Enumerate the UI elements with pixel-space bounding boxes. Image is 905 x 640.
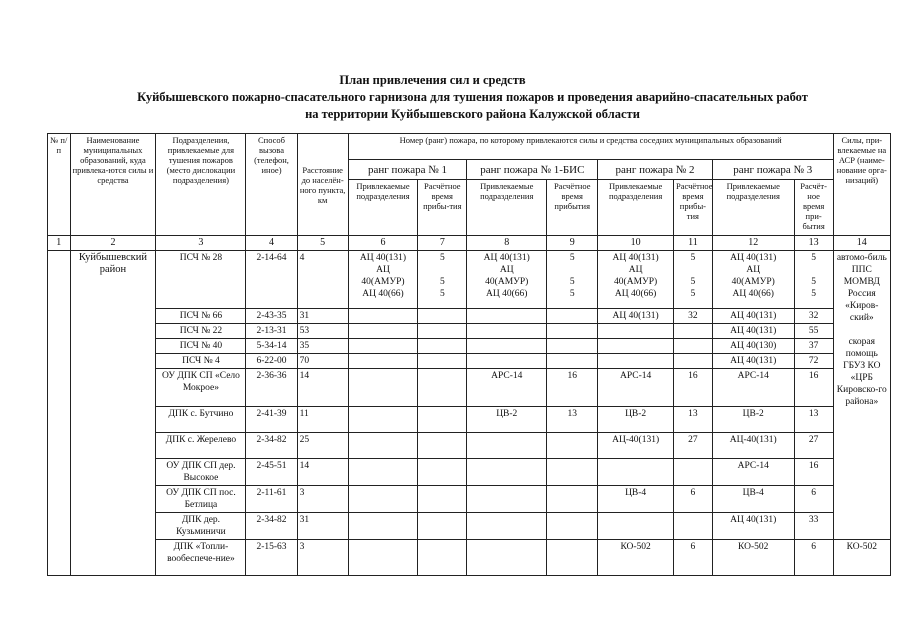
rank2-time-cell: 27 [673, 433, 712, 459]
col-number: 2 [70, 236, 156, 251]
rank1-units-cell [348, 459, 418, 486]
rank3-time-cell: 6 [794, 486, 833, 513]
rank1bis-units-cell [467, 339, 547, 354]
distance-cell: 31 [297, 513, 348, 540]
asr-cell: автомо-биль ППС МОМВД Россия «Киров-ский» скорая помощь ГБУЗ КО «ЦРБ Кировско-го района» [833, 251, 890, 540]
header-r1bis-time: Расчётное время прибытия [547, 180, 598, 236]
rank2-time-cell: 13 [673, 407, 712, 433]
col-number: 4 [246, 236, 297, 251]
table-row [48, 486, 891, 513]
rank1-time-cell [418, 459, 467, 486]
header-rank-3: ранг пожара № 3 [712, 160, 833, 180]
rank1-time-cell [418, 354, 467, 369]
rank3-units-cell: АЦ 40(131) [712, 354, 794, 369]
table-row [48, 433, 891, 459]
header-r1-units: Привлекаемые подразделения [348, 180, 418, 236]
rank3-units-cell: АЦ-40(131) [712, 433, 794, 459]
rank2-units-cell [598, 339, 674, 354]
table-row [48, 513, 891, 540]
col-number: 13 [794, 236, 833, 251]
rank1-units-cell [348, 540, 418, 576]
rank1-units-cell [348, 369, 418, 407]
rank1-time-cell [418, 324, 467, 339]
rank1-time-cell [418, 339, 467, 354]
rank1bis-time-cell [547, 354, 598, 369]
rank2-units-cell [598, 513, 674, 540]
rank3-time-cell: 6 [794, 540, 833, 576]
distance-cell: 3 [297, 540, 348, 576]
table-row [48, 339, 891, 354]
rank1-units-cell [348, 309, 418, 324]
rank1bis-units-cell: АРС-14 [467, 369, 547, 407]
table-row [48, 309, 891, 324]
rank2-time-cell [673, 339, 712, 354]
col-number: 8 [467, 236, 547, 251]
unit-cell: ПСЧ № 22 [156, 324, 246, 339]
unit-cell: ДПК с. Бутчино [156, 407, 246, 433]
rank3-units-cell: ЦВ-2 [712, 407, 794, 433]
rank2-units-cell [598, 459, 674, 486]
rank2-time-cell: 32 [673, 309, 712, 324]
col-number: 5 [297, 236, 348, 251]
rank1bis-time-cell [547, 486, 598, 513]
rank2-time-cell [673, 324, 712, 339]
phone-cell: 2-15-63 [246, 540, 297, 576]
unit-cell: ПСЧ № 4 [156, 354, 246, 369]
distance-cell: 53 [297, 324, 348, 339]
header-municipality: Наименование муниципальных образований, куда привлека-ются силы и средства [70, 134, 156, 236]
rank1bis-time-cell [547, 513, 598, 540]
table-row [48, 407, 891, 433]
rank3-time-cell: 55 [794, 324, 833, 339]
rank1bis-time-cell [547, 324, 598, 339]
rank3-units-cell: ЦВ-4 [712, 486, 794, 513]
distance-cell: 14 [297, 369, 348, 407]
header-asr: Силы, при-влекаемые на АСР (наиме-нование орга-низаций) [833, 134, 890, 236]
col-number: 6 [348, 236, 418, 251]
rank1bis-units-cell [467, 540, 547, 576]
unit-cell: ДПК «Топли-вообеспече-ние» [156, 540, 246, 576]
rank1bis-units-cell [467, 486, 547, 513]
header-r1bis-units: Привлекаемые подразделения [467, 180, 547, 236]
rank1-time-cell [418, 369, 467, 407]
rank3-units-cell: АЦ 40(130) [712, 339, 794, 354]
rank2-units-cell [598, 324, 674, 339]
header-rank-1: ранг пожара № 1 [348, 160, 467, 180]
rank1bis-units-cell [467, 309, 547, 324]
rank3-time-cell: 13 [794, 407, 833, 433]
forces-plan-table [47, 133, 891, 576]
rank2-time-cell [673, 354, 712, 369]
rank3-units-cell: КО-502 [712, 540, 794, 576]
title-line-3: на территории Куйбышевского района Калужской области [305, 107, 640, 121]
header-units: Подразделения, привлекаемые для тушения пожаров (место дислокации подразделения) [156, 134, 246, 236]
rank3-time-cell: 16 [794, 369, 833, 407]
unit-cell: ПСЧ № 66 [156, 309, 246, 324]
asr-cell: КО-502 [833, 540, 890, 576]
rank2-units-cell: КО-502 [598, 540, 674, 576]
rank2-units-cell: ЦВ-2 [598, 407, 674, 433]
col-number: 9 [547, 236, 598, 251]
rank2-time-cell [673, 459, 712, 486]
rank1-units-cell [348, 324, 418, 339]
phone-cell: 2-41-39 [246, 407, 297, 433]
phone-cell: 2-14-64 [246, 251, 297, 309]
unit-cell: ОУ ДПК СП «Село Мокрое» [156, 369, 246, 407]
title-line-1: План привлечения сил и средств [339, 73, 526, 87]
rank2-time-cell: 16 [673, 369, 712, 407]
phone-cell: 2-34-82 [246, 433, 297, 459]
rank3-units-cell: АРС-14 [712, 459, 794, 486]
rank1bis-units-cell [467, 324, 547, 339]
rank3-time-cell: 27 [794, 433, 833, 459]
rank1bis-time-cell: 13 [547, 407, 598, 433]
header-no: № п/п [48, 134, 71, 236]
rank2-units-cell: АЦ-40(131) [598, 433, 674, 459]
phone-cell: 2-36-36 [246, 369, 297, 407]
rank3-time-cell: 33 [794, 513, 833, 540]
header-rank-2: ранг пожара № 2 [598, 160, 713, 180]
distance-cell: 25 [297, 433, 348, 459]
col-number: 14 [833, 236, 890, 251]
col-number: 10 [598, 236, 674, 251]
header-r1-time: Расчётное время прибы-тия [418, 180, 467, 236]
unit-cell: ДПК с. Жерелево [156, 433, 246, 459]
rank1bis-time-cell: 5 5 5 [547, 251, 598, 309]
rank1-time-cell: 5 5 5 [418, 251, 467, 309]
rank3-time-cell: 5 5 5 [794, 251, 833, 309]
unit-cell: ОУ ДПК СП дер. Высокое [156, 459, 246, 486]
rank1-units-cell [348, 339, 418, 354]
table-row [48, 354, 891, 369]
rank3-time-cell: 72 [794, 354, 833, 369]
phone-cell: 2-34-82 [246, 513, 297, 540]
rank3-units-cell: АЦ 40(131) [712, 309, 794, 324]
rank3-units-cell: АРС-14 [712, 369, 794, 407]
rank1bis-units-cell: АЦ 40(131) АЦ 40(АМУР) АЦ 40(66) [467, 251, 547, 309]
table-row [48, 540, 891, 576]
header-r3-units: Привлекаемые подразделения [712, 180, 794, 236]
rank2-units-cell: АЦ 40(131) [598, 309, 674, 324]
rank1bis-time-cell [547, 540, 598, 576]
distance-cell: 14 [297, 459, 348, 486]
col-number: 1 [48, 236, 71, 251]
rank2-time-cell [673, 513, 712, 540]
rank3-units-cell: АЦ 40(131) [712, 513, 794, 540]
table-row [48, 251, 891, 309]
distance-cell: 11 [297, 407, 348, 433]
rank3-time-cell: 37 [794, 339, 833, 354]
rank1bis-units-cell [467, 354, 547, 369]
rank1bis-units-cell [467, 433, 547, 459]
rank1bis-time-cell [547, 339, 598, 354]
col-number: 7 [418, 236, 467, 251]
distance-cell: 35 [297, 339, 348, 354]
rank1bis-time-cell: 16 [547, 369, 598, 407]
rank1-units-cell: АЦ 40(131) АЦ 40(АМУР) АЦ 40(66) [348, 251, 418, 309]
municipality-cell: Куйбышевский район [70, 251, 156, 576]
header-distance: Расстояние до населён-ного пункта, км [297, 134, 348, 236]
header-call-method: Способ вызова (телефон, иное) [246, 134, 297, 236]
distance-cell: 3 [297, 486, 348, 513]
rank1bis-units-cell [467, 459, 547, 486]
rank1-units-cell [348, 433, 418, 459]
rank2-units-cell [598, 354, 674, 369]
rank1bis-time-cell [547, 459, 598, 486]
rank3-units-cell: АЦ 40(131) АЦ 40(АМУР) АЦ 40(66) [712, 251, 794, 309]
row-no-cell [48, 251, 71, 576]
header-rank-1bis: ранг пожара № 1-БИС [467, 160, 598, 180]
header-r3-time: Расчёт-ное время при-бытия [794, 180, 833, 236]
rank2-time-cell: 6 [673, 486, 712, 513]
rank1bis-time-cell [547, 433, 598, 459]
rank1bis-units-cell: ЦВ-2 [467, 407, 547, 433]
distance-cell: 31 [297, 309, 348, 324]
rank1bis-units-cell [467, 513, 547, 540]
col-number: 11 [673, 236, 712, 251]
distance-cell: 4 [297, 251, 348, 309]
plan-body [48, 251, 891, 576]
rank1-units-cell [348, 513, 418, 540]
rank1-units-cell [348, 486, 418, 513]
unit-cell: ПСЧ № 40 [156, 339, 246, 354]
phone-cell: 6-22-00 [246, 354, 297, 369]
rank3-time-cell: 16 [794, 459, 833, 486]
unit-cell: ДПК дер. Кузьминичи [156, 513, 246, 540]
col-number: 3 [156, 236, 246, 251]
distance-cell: 70 [297, 354, 348, 369]
rank2-time-cell: 6 [673, 540, 712, 576]
table-row [48, 459, 891, 486]
unit-cell: ОУ ДПК СП пос. Бетлица [156, 486, 246, 513]
rank1-time-cell [418, 433, 467, 459]
table-row [48, 369, 891, 407]
rank2-units-cell: ЦВ-4 [598, 486, 674, 513]
phone-cell: 2-13-31 [246, 324, 297, 339]
col-number: 12 [712, 236, 794, 251]
phone-cell: 2-45-51 [246, 459, 297, 486]
rank1-time-cell [418, 486, 467, 513]
rank2-units-cell: АЦ 40(131) АЦ 40(АМУР) АЦ 40(66) [598, 251, 674, 309]
rank1bis-time-cell [547, 309, 598, 324]
rank1-units-cell [348, 354, 418, 369]
rank1-time-cell [418, 407, 467, 433]
phone-cell: 2-11-61 [246, 486, 297, 513]
rank2-units-cell: АРС-14 [598, 369, 674, 407]
table-row [48, 324, 891, 339]
rank3-units-cell: АЦ 40(131) [712, 324, 794, 339]
header-r2-time: Расчётное время прибы-тия [673, 180, 712, 236]
phone-cell: 5-34-14 [246, 339, 297, 354]
rank3-time-cell: 32 [794, 309, 833, 324]
rank1-time-cell [418, 540, 467, 576]
rank2-time-cell: 5 5 5 [673, 251, 712, 309]
rank1-time-cell [418, 309, 467, 324]
phone-cell: 2-43-35 [246, 309, 297, 324]
header-r2-units: Привлекаемые подразделения [598, 180, 674, 236]
rank1-time-cell [418, 513, 467, 540]
rank1-units-cell [348, 407, 418, 433]
title-line-2: Куйбышевского пожарно-спасательного гарнизона для тушения пожаров и проведения аварийно-спасательных работ [137, 90, 808, 104]
header-rank-group: Номер (ранг) пожара, по которому привлекаются силы и средства соседних муниципальных образований [348, 134, 833, 160]
unit-cell: ПСЧ № 28 [156, 251, 246, 309]
